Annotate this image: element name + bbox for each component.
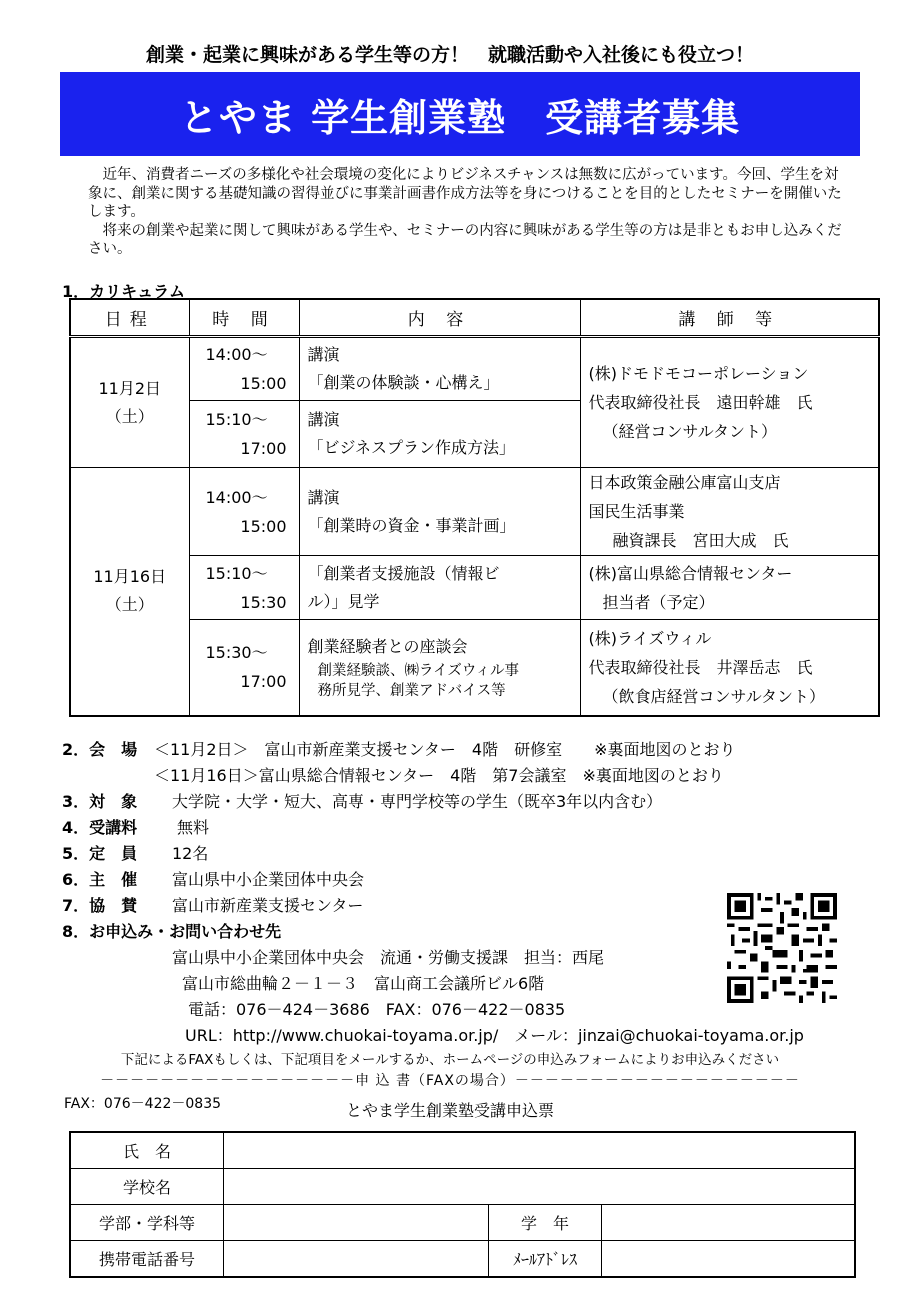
weekday-label: （土） [105,595,154,615]
time-start: 15:10～ [205,410,268,429]
time-cell [189,468,299,556]
target-line [62,789,662,812]
curriculum-table [69,298,880,717]
content-line: 講演 [307,410,340,429]
venue-1: ＜11月2日＞ 富山市新産業支援センター 4階 研修室 ※裏面地図のとおり [154,740,736,759]
table-row [70,556,879,620]
page-title: とやま 学生創業塾 受講者募集 [60,72,860,156]
name-label: 氏 名 [70,1132,224,1169]
instructor-cell [580,556,879,620]
header-content: 内 容 [299,299,580,337]
table-row [70,337,879,401]
content-line: 「創業者支援施設（情報ビ [307,563,500,583]
instructor-cell [580,468,879,556]
content-line: 講演 [307,487,340,507]
instructor-line: (株)ドモドモコーポレーション [588,364,809,383]
time-start: 15:10～ [205,563,268,583]
instructor-line: 日本政策金融公庫富山支店 [588,473,781,492]
content-line: 創業経験談、㈱ライズウィル事 [317,663,520,680]
form-row [70,1132,855,1169]
application-form [69,1131,856,1278]
support-value: 富山市新産業支援センター [172,896,364,915]
time-start: 14:00～ [205,345,268,364]
fax-number: FAX：076－422－0835 [64,1096,222,1112]
content-cell [299,620,580,716]
school-field[interactable] [224,1169,856,1205]
content-cell [299,337,580,401]
host-line [62,867,364,890]
capacity-value: 12名 [172,844,209,863]
instructor-line: 国民生活事業 [588,502,685,521]
contact-address: 富山市総曲輪２－１－３ 富山商工会議所ビル6階 [182,974,545,993]
header-instructor: 講 師 等 [580,299,879,337]
application-notice: 下記によるFAXもしくは、下記項目をメールするか、ホームページの申込みフォームによりお申込みください [120,1052,780,1068]
time-start: 14:00～ [205,487,268,507]
time-start: 15:30～ [205,643,268,663]
grade-label: 学 年 [489,1205,602,1241]
form-title: とやま学生創業塾受講申込票 [345,1101,554,1120]
contact-url-email[interactable]: URL：http://www.chuokai-toyama.or.jp/ メール：jinzai@chuokai-toyama.or.jp [185,1026,804,1045]
support-line [62,893,363,916]
instructor-line: (株)富山県総合情報センター [588,563,793,583]
curriculum-header-row [70,299,879,337]
form-row [70,1169,855,1205]
content-cell [299,468,580,556]
time-end: 17:00 [240,439,287,458]
instructor-line: （経営コンサルタント） [602,422,778,441]
contact-title [62,919,281,942]
time-cell [189,556,299,620]
instructor-line: 代表取締役社長 井澤岳志 氏 [588,657,813,677]
contact-org: 富山県中小企業団体中央会 流通・労働支援課 担当：西尾 [172,948,605,967]
time-cell [189,620,299,716]
content-line: 「創業の体験談・心構え」 [307,373,500,392]
content-cell [299,556,580,620]
support-label: 7．協 賛 [62,896,138,915]
instructor-line: 担当者（予定） [602,592,715,612]
grade-field[interactable] [602,1205,856,1241]
time-cell [189,401,299,468]
content-cell [299,401,580,468]
instructor-line: 融資課長 宮田大成 氏 [612,531,789,550]
venue-label: 2．会 場 [62,740,138,759]
content-line: ル）」見学 [307,591,380,611]
time-end: 15:00 [240,374,287,393]
content-line: 「ビジネスプラン作成方法」 [307,438,516,457]
date-cell [70,337,189,468]
section-curriculum-title: 1．カリキュラム [62,282,185,301]
contact-label: 8．お申込み・お問い合わせ先 [62,922,282,941]
intro-paragraph-1: 近年、消費者ニーズの多様化や社会環境の変化によりビジネスチャンスは無数に広がっています。今回、学生を対象に、創業に関する基礎知識の習得並びに事業計画書作成方法等を身につけることを目的としたセミナーを開催いたします。 [88,167,842,220]
time-end: 15:30 [240,592,287,612]
content-line: 「創業時の資金・事業計画」 [307,515,516,535]
fee-label: 4．受講料 [62,818,138,837]
form-row [70,1241,855,1278]
date-label: 11月2日 [98,378,162,398]
date-label: 11月16日 [93,567,167,587]
capacity-line [62,841,208,864]
time-end: 17:00 [240,672,287,692]
phone-label: 携帯電話番号 [70,1241,224,1278]
name-field[interactable] [224,1132,856,1169]
capacity-label: 5．定 員 [62,844,138,863]
content-line: 務所見学、創業アドバイス等 [317,683,506,700]
weekday-label: （土） [105,406,154,426]
target-value: 大学院・大学・短大、高専・専門学校等の学生（既卒3年以内含む） [172,792,663,811]
content-line: 講演 [307,345,340,364]
faculty-label: 学部・学科等 [70,1205,224,1241]
venue-2: ＜11月16日＞富山県総合情報センター 4階 第7会議室 ※裏面地図のとおり [154,766,724,785]
school-label: 学校名 [70,1169,224,1205]
qr-code-icon[interactable] [727,893,837,1003]
table-row [70,620,879,716]
header-date: 日程 [70,299,189,337]
intro-paragraph-2: 将来の創業や起業に関して興味がある学生や、セミナーの内容に興味がある学生等の方は是非ともお申し込みください。 [88,222,842,257]
header-time: 時 間 [189,299,299,337]
target-label: 3．対 象 [62,792,138,811]
faculty-field[interactable] [224,1205,489,1241]
application-divider: －－－－－－－－－－－－－－－－－申 込 書（FAXの場合）－－－－－－－－－－－－－－－－－－－ [100,1073,800,1089]
form-row [70,1205,855,1241]
time-cell [189,337,299,401]
instructor-cell [580,337,879,468]
email-field[interactable] [602,1241,856,1278]
intro-text [88,166,848,259]
email-label: ﾒｰﾙｱﾄﾞﾚｽ [489,1241,602,1278]
fee-line [62,815,209,838]
table-row [70,468,879,556]
tagline: 創業・起業に興味がある学生等の方！ 就職活動や入社後にも役立つ！ [145,44,754,66]
contact-phone: 電話：076－424－3686 FAX：076－422－0835 [188,1000,566,1019]
fee-value: 無料 [177,818,210,837]
content-line: 創業経験者との座談会 [307,637,468,657]
instructor-line: 代表取締役社長 遠田幹雄 氏 [588,393,813,412]
time-end: 15:00 [240,516,287,536]
phone-field[interactable] [224,1241,489,1278]
venue-line-1 [62,737,736,760]
date-cell [70,468,189,716]
host-label: 6．主 催 [62,870,138,889]
instructor-line: (株)ライズウィル [588,628,712,648]
instructor-line: （飲食店経営コンサルタント） [602,686,826,706]
instructor-cell [580,620,879,716]
host-value: 富山県中小企業団体中央会 [172,870,365,889]
